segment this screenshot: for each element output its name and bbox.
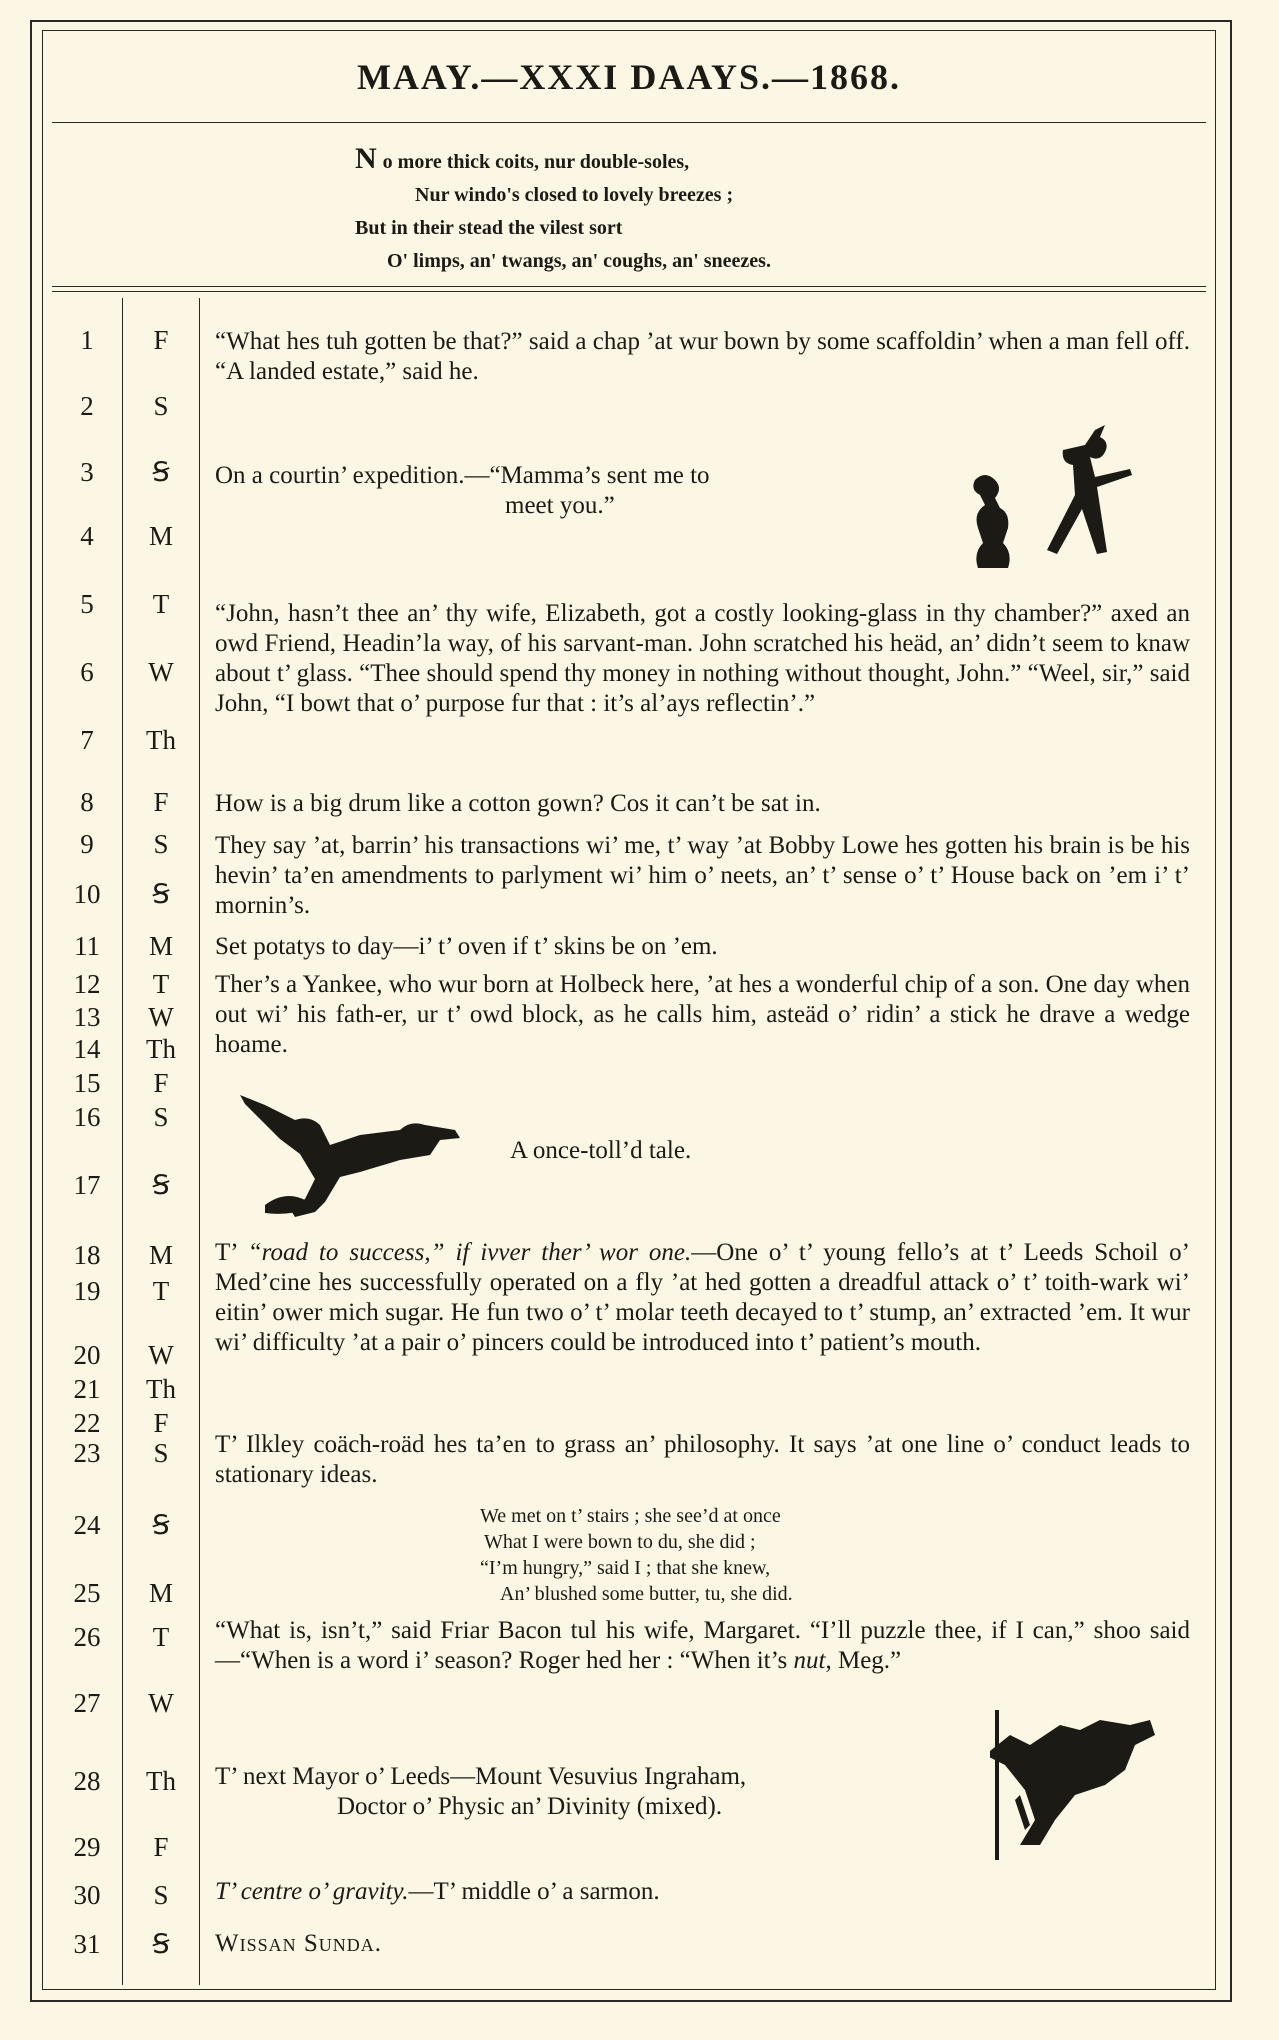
weekday: Ꞩ <box>152 457 170 487</box>
vesuvius-mayor-illustration <box>990 1705 1185 1880</box>
dropcap: N <box>355 142 377 175</box>
weekday: F <box>153 325 169 355</box>
weekday: Th <box>146 1766 176 1796</box>
weekday: T <box>152 1276 170 1306</box>
weekday: S <box>153 1880 169 1910</box>
day-number: 18 <box>73 1240 101 1270</box>
weekday: Ꞩ <box>152 1170 170 1200</box>
divider <box>52 122 1206 123</box>
day-number: 2 <box>80 391 94 421</box>
weekday: W <box>148 1340 174 1370</box>
weekday: M <box>148 931 173 961</box>
day-number: 8 <box>80 787 94 817</box>
weekday: F <box>153 1068 169 1098</box>
weekday: Ꞩ <box>152 1929 170 1959</box>
day-number: 25 <box>73 1578 101 1608</box>
weekday: Th <box>146 725 176 755</box>
entry-28: T’ next Mayor o’ Leeds—Mount Vesuvius Ingraham, Doctor o’ Physic an’ Divinity (mixed). <box>215 1763 747 1820</box>
poem: We met on t’ stairs ; she see’d at once What I were bown to du, she did ; “I’m hungry,” said I ; that she knew, An’ blushed some butter, tu, she did. <box>480 1505 793 1605</box>
day-number: 17 <box>73 1170 101 1200</box>
day-number: 22 <box>73 1408 101 1438</box>
entry-26: “What is, isn’t,” said Friar Bacon tul his wife, Margaret. “I’ll puzzle thee, if I can,” shoo said—“When is a word i’ season? Roger hed her : “When it’s nut, Meg.” <box>215 1617 1190 1674</box>
once-told-tale-illustration <box>220 1075 480 1235</box>
day-number: 21 <box>73 1374 101 1404</box>
column-rule <box>199 298 200 1985</box>
entry-31: Wissan Sunda. <box>215 1930 383 1957</box>
weekday: S <box>153 1102 169 1132</box>
courting-couple-illustration <box>950 400 1150 585</box>
weekday: M <box>148 1240 173 1270</box>
day-number: 4 <box>80 521 94 551</box>
day-number: 13 <box>73 1002 101 1032</box>
day-number: 28 <box>73 1766 101 1796</box>
weekday: Th <box>146 1034 176 1064</box>
opening-verse: No more thick coits, nur double-soles, Nur windo's closed to lovely breezes ; But in their stead the vilest sort O' limps, an' twangs, an' coughs, an' sneezes. <box>355 142 771 272</box>
day-number: 3 <box>80 457 94 487</box>
entry-3: On a courtin’ expedition.—“Mamma’s sent me to meet you.” <box>215 462 710 519</box>
weekday: W <box>148 657 174 687</box>
entry-9: They say ’at, barrin’ his transactions wi’ me, t’ way ’at Bobby Lowe hes gotten his brain is be his hevin’ ta’en amendments to parlyment wi’ him o’ neets, an’ t’ sense o’ t’ House back on ’em i’ t’ mornin’s. <box>215 832 1190 919</box>
divider <box>52 286 1206 287</box>
day-number: 5 <box>80 589 94 619</box>
entry-12: Ther’s a Yankee, who wur born at Holbeck here, ’at hes a wonderful chip of a son. One day when out wi’ his fath-er, ur t’ owd block, as he calls him, asteäd o’ ridin’ a stick he drave a wedge hoame. <box>215 971 1190 1058</box>
weekday: M <box>148 1578 173 1608</box>
day-number: 24 <box>73 1510 101 1540</box>
weekday: F <box>153 787 169 817</box>
column-rule <box>122 298 123 1985</box>
entry-18: T’ “road to success,” if ivver ther’ wor one.—One o’ t’ young fello’s at t’ Leeds Schoil o’ Med’cine hes successfully operated on a fly ’at hed gotten a dreadful attack o’ t’ toith-wark wi’ eitin’ ower mich sugar. He fun two o’ t’ molar teeth decayed to t’ stump, an’ extracted ’em. It wur wi’ difficulty ’at a pair o’ pincers could be introduced into t’ patient’s mouth. <box>215 1239 1191 1356</box>
weekday: T <box>152 969 170 999</box>
weekday: T <box>152 589 170 619</box>
entry-8: How is a big drum like a cotton gown? Cos it can’t be sat in. <box>215 790 821 817</box>
day-number: 26 <box>73 1622 101 1652</box>
entry-5: “John, hasn’t thee an’ thy wife, Elizabeth, got a costly looking-glass in thy chamber?” axed an owd Friend, Headin’la way, of his sarvant-man. John scratched his heäd, an’ didn’t seem to knaw about t’ glass. “Thee should spend thy money in nothing without thought, John.” “Weel, sir,” said John, “I bowt that o’ purpose fur that : it’s al’ays reflectin’.” <box>215 600 1190 717</box>
entry-23: T’ Ilkley coäch-roäd hes ta’en to grass an’ philosophy. It says ’at one line o’ conduct leads to stationary ideas. <box>215 1431 1190 1488</box>
day-number: 1 <box>80 325 94 355</box>
weekday: Ꞩ <box>152 1510 170 1540</box>
day-number: 27 <box>73 1688 101 1718</box>
day-number: 23 <box>73 1438 101 1468</box>
weekday: S <box>153 391 169 421</box>
day-number: 6 <box>80 657 94 687</box>
weekday: F <box>153 1832 169 1862</box>
day-number: 30 <box>73 1880 101 1910</box>
day-number: 19 <box>73 1276 101 1306</box>
weekday: Ꞩ <box>152 879 170 909</box>
day-number: 15 <box>73 1068 101 1098</box>
divider <box>52 291 1206 292</box>
weekday: Th <box>146 1374 176 1404</box>
day-number: 12 <box>73 969 101 999</box>
weekday: S <box>153 829 169 859</box>
day-number: 29 <box>73 1832 101 1862</box>
day-number: 16 <box>73 1102 101 1132</box>
weekday: M <box>148 521 173 551</box>
day-number: 20 <box>73 1340 101 1370</box>
weekday: T <box>152 1622 170 1652</box>
day-number: 10 <box>73 879 101 909</box>
day-number: 14 <box>73 1034 101 1064</box>
weekday: F <box>153 1408 169 1438</box>
day-number: 31 <box>73 1929 101 1959</box>
weekday: S <box>153 1438 169 1468</box>
entry-1: “What hes tuh gotten be that?” said a chap ’at wur bown by some scaffoldin’ when a man fell off. “A landed estate,” said he. <box>215 328 1190 385</box>
day-number: 11 <box>74 931 100 961</box>
day-number: 7 <box>80 725 94 755</box>
day-number: 9 <box>80 829 94 859</box>
entry-16: A once-toll’d tale. <box>510 1137 692 1164</box>
entry-11: Set potatys to day—i’ t’ oven if t’ skins be on ’em. <box>215 933 718 960</box>
weekday: W <box>148 1002 174 1032</box>
page-title: MAAY.—XXXI DAAYS.—1868. <box>356 57 902 97</box>
entry-30: T’ centre o’ gravity.—T’ middle o’ a sarmon. <box>215 1878 660 1905</box>
weekday: W <box>148 1688 174 1718</box>
